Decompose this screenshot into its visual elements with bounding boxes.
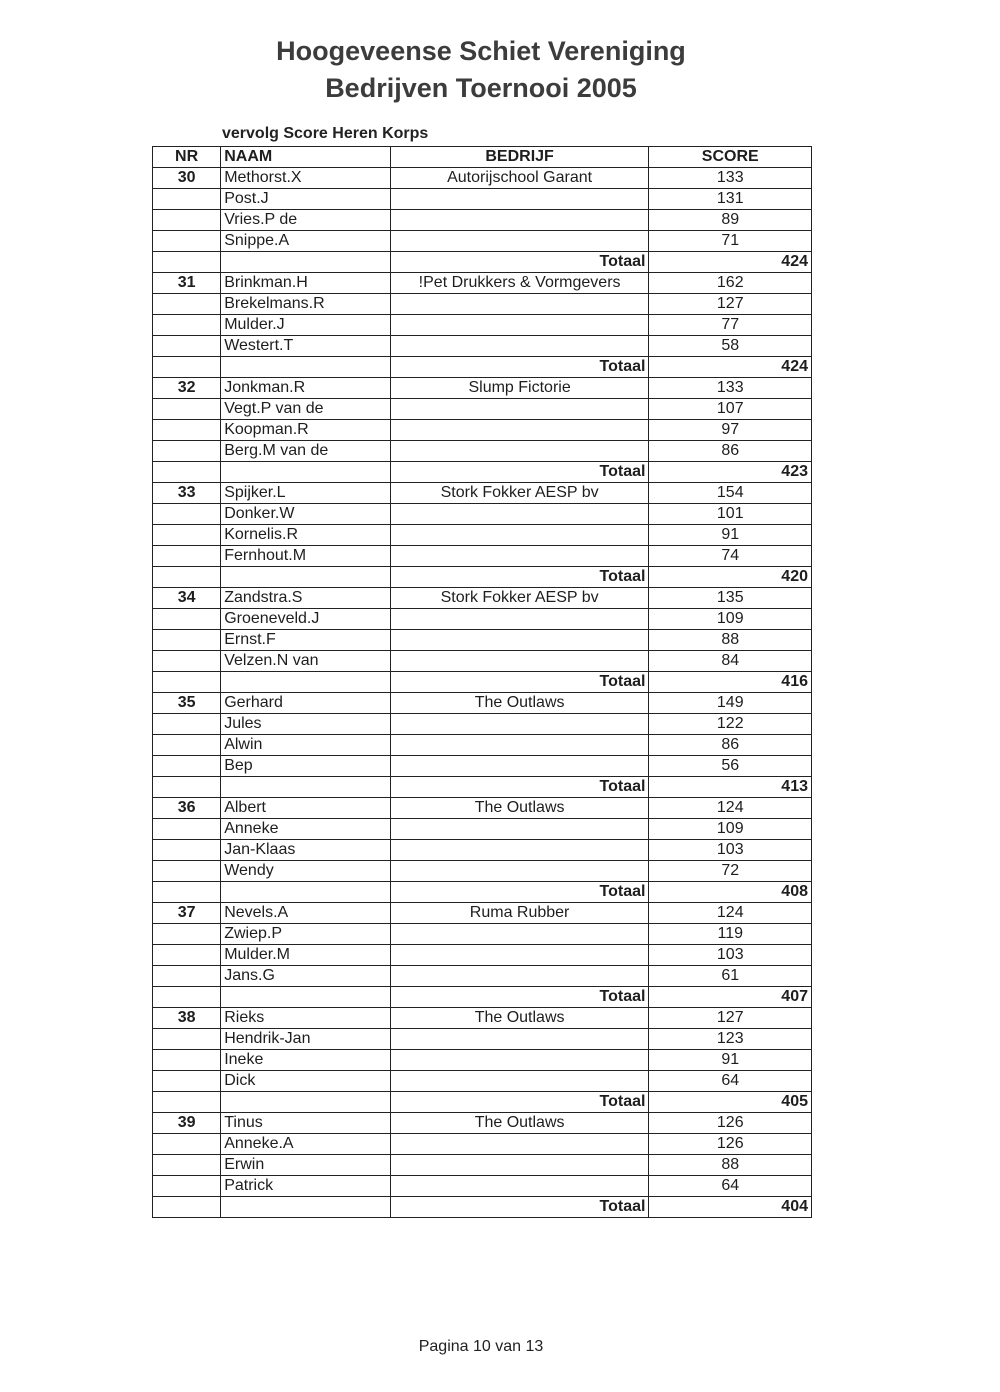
empty-cell — [390, 420, 649, 441]
member-score: 109 — [649, 819, 812, 840]
member-score: 84 — [649, 651, 812, 672]
member-name: Wendy — [221, 861, 391, 882]
member-score: 122 — [649, 714, 812, 735]
team-number: 35 — [153, 693, 221, 714]
empty-cell — [153, 231, 221, 252]
member-name: Snippe.A — [221, 231, 391, 252]
member-name: Methorst.X — [221, 168, 391, 189]
member-score: 72 — [649, 861, 812, 882]
table-row — [153, 714, 812, 735]
table-row — [153, 441, 812, 462]
column-header-nr: NR — [153, 147, 221, 168]
table-row — [153, 399, 812, 420]
empty-cell — [153, 189, 221, 210]
empty-cell — [390, 231, 649, 252]
table-header-row — [153, 147, 812, 168]
empty-cell — [153, 210, 221, 231]
member-name: Velzen.N van — [221, 651, 391, 672]
member-score: 131 — [649, 189, 812, 210]
member-name: Mulder.J — [221, 315, 391, 336]
member-score: 64 — [649, 1176, 812, 1197]
empty-cell — [390, 210, 649, 231]
empty-cell — [221, 462, 391, 483]
empty-cell — [221, 777, 391, 798]
member-score: 133 — [649, 168, 812, 189]
empty-cell — [390, 1176, 649, 1197]
empty-cell — [153, 966, 221, 987]
column-header-naam: NAAM — [221, 147, 391, 168]
total-row — [153, 357, 812, 378]
member-name: Zwiep.P — [221, 924, 391, 945]
member-name: Hendrik-Jan — [221, 1029, 391, 1050]
empty-cell — [221, 672, 391, 693]
member-name: Jan-Klaas — [221, 840, 391, 861]
empty-cell — [390, 966, 649, 987]
empty-cell — [153, 1050, 221, 1071]
empty-cell — [390, 1155, 649, 1176]
total-score: 424 — [649, 357, 812, 378]
table-row — [153, 861, 812, 882]
table-row — [153, 735, 812, 756]
total-score: 423 — [649, 462, 812, 483]
empty-cell — [221, 1197, 391, 1218]
empty-cell — [221, 567, 391, 588]
table-row — [153, 231, 812, 252]
member-name: Fernhout.M — [221, 546, 391, 567]
team-number: 34 — [153, 588, 221, 609]
member-score: 124 — [649, 903, 812, 924]
total-score: 416 — [649, 672, 812, 693]
team-number: 36 — [153, 798, 221, 819]
total-label: Totaal — [390, 462, 649, 483]
company-name: Autorijschool Garant — [390, 168, 649, 189]
total-row — [153, 882, 812, 903]
total-score: 404 — [649, 1197, 812, 1218]
total-label: Totaal — [390, 567, 649, 588]
empty-cell — [153, 546, 221, 567]
member-name: Groeneveld.J — [221, 609, 391, 630]
member-name: Jules — [221, 714, 391, 735]
table-row — [153, 756, 812, 777]
table-row — [153, 315, 812, 336]
member-score: 126 — [649, 1113, 812, 1134]
empty-cell — [390, 756, 649, 777]
empty-cell — [390, 630, 649, 651]
empty-cell — [390, 651, 649, 672]
member-score: 58 — [649, 336, 812, 357]
empty-cell — [153, 819, 221, 840]
member-score: 135 — [649, 588, 812, 609]
member-name: Berg.M van de — [221, 441, 391, 462]
empty-cell — [390, 1029, 649, 1050]
member-name: Anneke — [221, 819, 391, 840]
member-score: 91 — [649, 1050, 812, 1071]
total-label: Totaal — [390, 882, 649, 903]
table-row — [153, 840, 812, 861]
member-score: 97 — [649, 420, 812, 441]
empty-cell — [153, 735, 221, 756]
member-name: Bep — [221, 756, 391, 777]
empty-cell — [153, 987, 221, 1008]
empty-cell — [390, 1134, 649, 1155]
total-row — [153, 672, 812, 693]
empty-cell — [153, 1197, 221, 1218]
member-name: Alwin — [221, 735, 391, 756]
member-name: Donker.W — [221, 504, 391, 525]
member-score: 124 — [649, 798, 812, 819]
empty-cell — [153, 525, 221, 546]
table-row — [153, 609, 812, 630]
section-caption: vervolg Score Heren Korps — [222, 125, 429, 142]
empty-cell — [390, 315, 649, 336]
empty-cell — [390, 924, 649, 945]
empty-cell — [221, 357, 391, 378]
empty-cell — [153, 1071, 221, 1092]
member-name: Albert — [221, 798, 391, 819]
company-name: Stork Fokker AESP bv — [390, 588, 649, 609]
member-name: Dick — [221, 1071, 391, 1092]
team-number: 33 — [153, 483, 221, 504]
total-label: Totaal — [390, 357, 649, 378]
member-name: Vries.P de — [221, 210, 391, 231]
member-score: 88 — [649, 630, 812, 651]
member-name: Erwin — [221, 1155, 391, 1176]
member-name: Zandstra.S — [221, 588, 391, 609]
member-name: Kornelis.R — [221, 525, 391, 546]
company-name: Stork Fokker AESP bv — [390, 483, 649, 504]
total-score: 424 — [649, 252, 812, 273]
empty-cell — [153, 1134, 221, 1155]
member-name: Patrick — [221, 1176, 391, 1197]
total-label: Totaal — [390, 1197, 649, 1218]
empty-cell — [153, 672, 221, 693]
member-score: 127 — [649, 1008, 812, 1029]
total-row — [153, 1197, 812, 1218]
table-row — [153, 168, 812, 189]
company-name: Slump Fictorie — [390, 378, 649, 399]
score-table — [152, 146, 812, 1218]
member-score: 77 — [649, 315, 812, 336]
total-row — [153, 987, 812, 1008]
empty-cell — [390, 945, 649, 966]
total-label: Totaal — [390, 1092, 649, 1113]
empty-cell — [153, 1155, 221, 1176]
member-score: 103 — [649, 840, 812, 861]
table-row — [153, 945, 812, 966]
table-row — [153, 693, 812, 714]
table-row — [153, 294, 812, 315]
table-row — [153, 819, 812, 840]
member-name: Spijker.L — [221, 483, 391, 504]
empty-cell — [390, 1071, 649, 1092]
empty-cell — [390, 546, 649, 567]
empty-cell — [153, 462, 221, 483]
member-score: 127 — [649, 294, 812, 315]
table-row — [153, 903, 812, 924]
empty-cell — [221, 987, 391, 1008]
team-number: 32 — [153, 378, 221, 399]
table-row — [153, 1134, 812, 1155]
member-name: Brinkman.H — [221, 273, 391, 294]
empty-cell — [221, 882, 391, 903]
team-number: 39 — [153, 1113, 221, 1134]
total-label: Totaal — [390, 987, 649, 1008]
member-name: Tinus — [221, 1113, 391, 1134]
total-score: 420 — [649, 567, 812, 588]
empty-cell — [390, 714, 649, 735]
member-score: 56 — [649, 756, 812, 777]
table-row — [153, 504, 812, 525]
page-title: Hoogeveense Schiet Vereniging — [276, 36, 686, 66]
total-score: 405 — [649, 1092, 812, 1113]
member-score: 86 — [649, 735, 812, 756]
member-score: 133 — [649, 378, 812, 399]
member-score: 123 — [649, 1029, 812, 1050]
column-header-score: SCORE — [649, 147, 812, 168]
total-label: Totaal — [390, 777, 649, 798]
empty-cell — [390, 294, 649, 315]
member-name: Anneke.A — [221, 1134, 391, 1155]
empty-cell — [221, 1092, 391, 1113]
total-score: 408 — [649, 882, 812, 903]
member-name: Vegt.P van de — [221, 399, 391, 420]
page-subtitle: Bedrijven Toernooi 2005 — [325, 73, 637, 103]
empty-cell — [153, 945, 221, 966]
empty-cell — [153, 861, 221, 882]
member-score: 71 — [649, 231, 812, 252]
empty-cell — [153, 252, 221, 273]
table-row — [153, 1176, 812, 1197]
table-row — [153, 651, 812, 672]
table-row — [153, 189, 812, 210]
empty-cell — [153, 1029, 221, 1050]
table-row — [153, 588, 812, 609]
total-score: 407 — [649, 987, 812, 1008]
table-row — [153, 1113, 812, 1134]
team-number: 37 — [153, 903, 221, 924]
empty-cell — [153, 567, 221, 588]
empty-cell — [390, 1050, 649, 1071]
total-row — [153, 567, 812, 588]
column-header-bedrijf: BEDRIJF — [390, 147, 649, 168]
member-score: 64 — [649, 1071, 812, 1092]
member-score: 107 — [649, 399, 812, 420]
member-name: Jans.G — [221, 966, 391, 987]
table-body — [153, 168, 812, 1218]
empty-cell — [153, 630, 221, 651]
member-score: 126 — [649, 1134, 812, 1155]
member-name: Brekelmans.R — [221, 294, 391, 315]
member-name: Westert.T — [221, 336, 391, 357]
member-score: 103 — [649, 945, 812, 966]
member-name: Rieks — [221, 1008, 391, 1029]
empty-cell — [153, 420, 221, 441]
member-score: 119 — [649, 924, 812, 945]
empty-cell — [153, 441, 221, 462]
empty-cell — [153, 357, 221, 378]
table-row — [153, 420, 812, 441]
empty-cell — [153, 882, 221, 903]
member-name: Koopman.R — [221, 420, 391, 441]
table-row — [153, 273, 812, 294]
empty-cell — [390, 861, 649, 882]
table-row — [153, 1008, 812, 1029]
empty-cell — [390, 609, 649, 630]
member-score: 101 — [649, 504, 812, 525]
empty-cell — [390, 735, 649, 756]
member-score: 86 — [649, 441, 812, 462]
team-number: 38 — [153, 1008, 221, 1029]
member-name: Post.J — [221, 189, 391, 210]
empty-cell — [390, 336, 649, 357]
member-name: Jonkman.R — [221, 378, 391, 399]
member-score: 88 — [649, 1155, 812, 1176]
empty-cell — [153, 714, 221, 735]
empty-cell — [390, 525, 649, 546]
total-label: Totaal — [390, 672, 649, 693]
empty-cell — [153, 651, 221, 672]
member-name: Mulder.M — [221, 945, 391, 966]
empty-cell — [153, 840, 221, 861]
company-name: The Outlaws — [390, 693, 649, 714]
member-score: 89 — [649, 210, 812, 231]
empty-cell — [390, 399, 649, 420]
member-score: 74 — [649, 546, 812, 567]
empty-cell — [390, 189, 649, 210]
table-row — [153, 798, 812, 819]
company-name: Ruma Rubber — [390, 903, 649, 924]
empty-cell — [153, 1176, 221, 1197]
team-number: 31 — [153, 273, 221, 294]
table-row — [153, 546, 812, 567]
empty-cell — [153, 777, 221, 798]
company-name: The Outlaws — [390, 1113, 649, 1134]
empty-cell — [153, 609, 221, 630]
member-score: 149 — [649, 693, 812, 714]
empty-cell — [153, 294, 221, 315]
table-row — [153, 336, 812, 357]
empty-cell — [153, 315, 221, 336]
member-name: Ernst.F — [221, 630, 391, 651]
member-name: Gerhard — [221, 693, 391, 714]
company-name: The Outlaws — [390, 1008, 649, 1029]
table-row — [153, 1155, 812, 1176]
table-row — [153, 924, 812, 945]
empty-cell — [390, 504, 649, 525]
table-row — [153, 1050, 812, 1071]
empty-cell — [153, 924, 221, 945]
member-name: Ineke — [221, 1050, 391, 1071]
total-row — [153, 252, 812, 273]
empty-cell — [390, 840, 649, 861]
table-row — [153, 1029, 812, 1050]
empty-cell — [153, 1092, 221, 1113]
empty-cell — [390, 819, 649, 840]
table-row — [153, 1071, 812, 1092]
empty-cell — [153, 336, 221, 357]
table-row — [153, 525, 812, 546]
member-score: 154 — [649, 483, 812, 504]
team-number: 30 — [153, 168, 221, 189]
empty-cell — [153, 399, 221, 420]
total-score: 413 — [649, 777, 812, 798]
empty-cell — [221, 252, 391, 273]
member-name: Nevels.A — [221, 903, 391, 924]
member-score: 162 — [649, 273, 812, 294]
table-row — [153, 483, 812, 504]
empty-cell — [153, 504, 221, 525]
table-row — [153, 378, 812, 399]
company-name: !Pet Drukkers & Vormgevers — [390, 273, 649, 294]
empty-cell — [390, 441, 649, 462]
table-row — [153, 630, 812, 651]
total-label: Totaal — [390, 252, 649, 273]
total-row — [153, 462, 812, 483]
member-score: 61 — [649, 966, 812, 987]
company-name: The Outlaws — [390, 798, 649, 819]
member-score: 109 — [649, 609, 812, 630]
table-row — [153, 210, 812, 231]
table-row — [153, 966, 812, 987]
page-number: Pagina 10 van 13 — [418, 1338, 544, 1355]
total-row — [153, 1092, 812, 1113]
total-row — [153, 777, 812, 798]
member-score: 91 — [649, 525, 812, 546]
empty-cell — [153, 756, 221, 777]
